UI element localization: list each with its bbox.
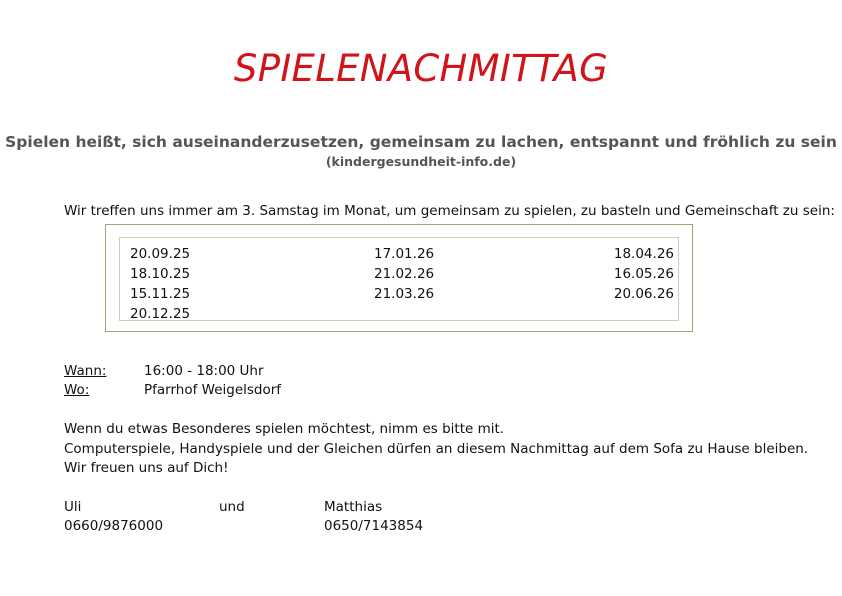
where-value: Pfarrhof Weigelsdorf bbox=[144, 382, 282, 398]
page-title: SPIELENACHMITTAG bbox=[233, 47, 609, 90]
date-item: 20.12.25 bbox=[130, 306, 191, 322]
date-item: 20.09.25 bbox=[130, 246, 191, 262]
dates-box bbox=[105, 224, 693, 332]
quote-source: (kindergesundheit-info.de) bbox=[325, 154, 517, 169]
message-line-3: Wir freuen uns auf Dich! bbox=[64, 460, 229, 476]
contact-connector: und bbox=[219, 499, 245, 515]
contact-1-name: Uli bbox=[64, 499, 82, 515]
date-item: 15.11.25 bbox=[130, 286, 191, 302]
quote-text: Spielen heißt, sich auseinanderzusetzen, gemeinsam zu lachen, entspannt und fröhlich zu sein bbox=[5, 133, 837, 151]
dates-column-3 bbox=[614, 244, 674, 304]
dates-column-2 bbox=[374, 244, 434, 304]
dates-column-1 bbox=[130, 244, 190, 324]
when-value: 16:00 - 18:00 Uhr bbox=[144, 363, 264, 379]
date-item: 21.02.26 bbox=[374, 266, 435, 282]
date-item: 18.04.26 bbox=[613, 246, 674, 262]
contact-1-phone: 0660/9876000 bbox=[64, 518, 164, 534]
message-line-1: Wenn du etwas Besonderes spielen möchtest, nimm es bitte mit. bbox=[64, 421, 505, 437]
date-item: 18.10.25 bbox=[130, 266, 191, 282]
date-item: 17.01.26 bbox=[374, 246, 435, 262]
when-label: Wann: bbox=[64, 363, 107, 379]
message-line-2: Computerspiele, Handyspiele und der Gleichen dürfen an diesem Nachmittag auf dem Sofa zu Hause bleiben. bbox=[64, 441, 809, 457]
intro-text: Wir treffen uns immer am 3. Samstag im Monat, um gemeinsam zu spielen, zu basteln und Gemeinschaft zu sein: bbox=[64, 203, 835, 219]
where-label: Wo: bbox=[64, 382, 90, 398]
dates-table bbox=[119, 237, 679, 321]
date-item: 21.03.26 bbox=[374, 286, 435, 302]
date-item: 16.05.26 bbox=[613, 266, 674, 282]
date-item: 20.06.26 bbox=[613, 286, 674, 302]
contact-2-phone: 0650/7143854 bbox=[324, 518, 424, 534]
contact-2-name: Matthias bbox=[324, 499, 383, 515]
